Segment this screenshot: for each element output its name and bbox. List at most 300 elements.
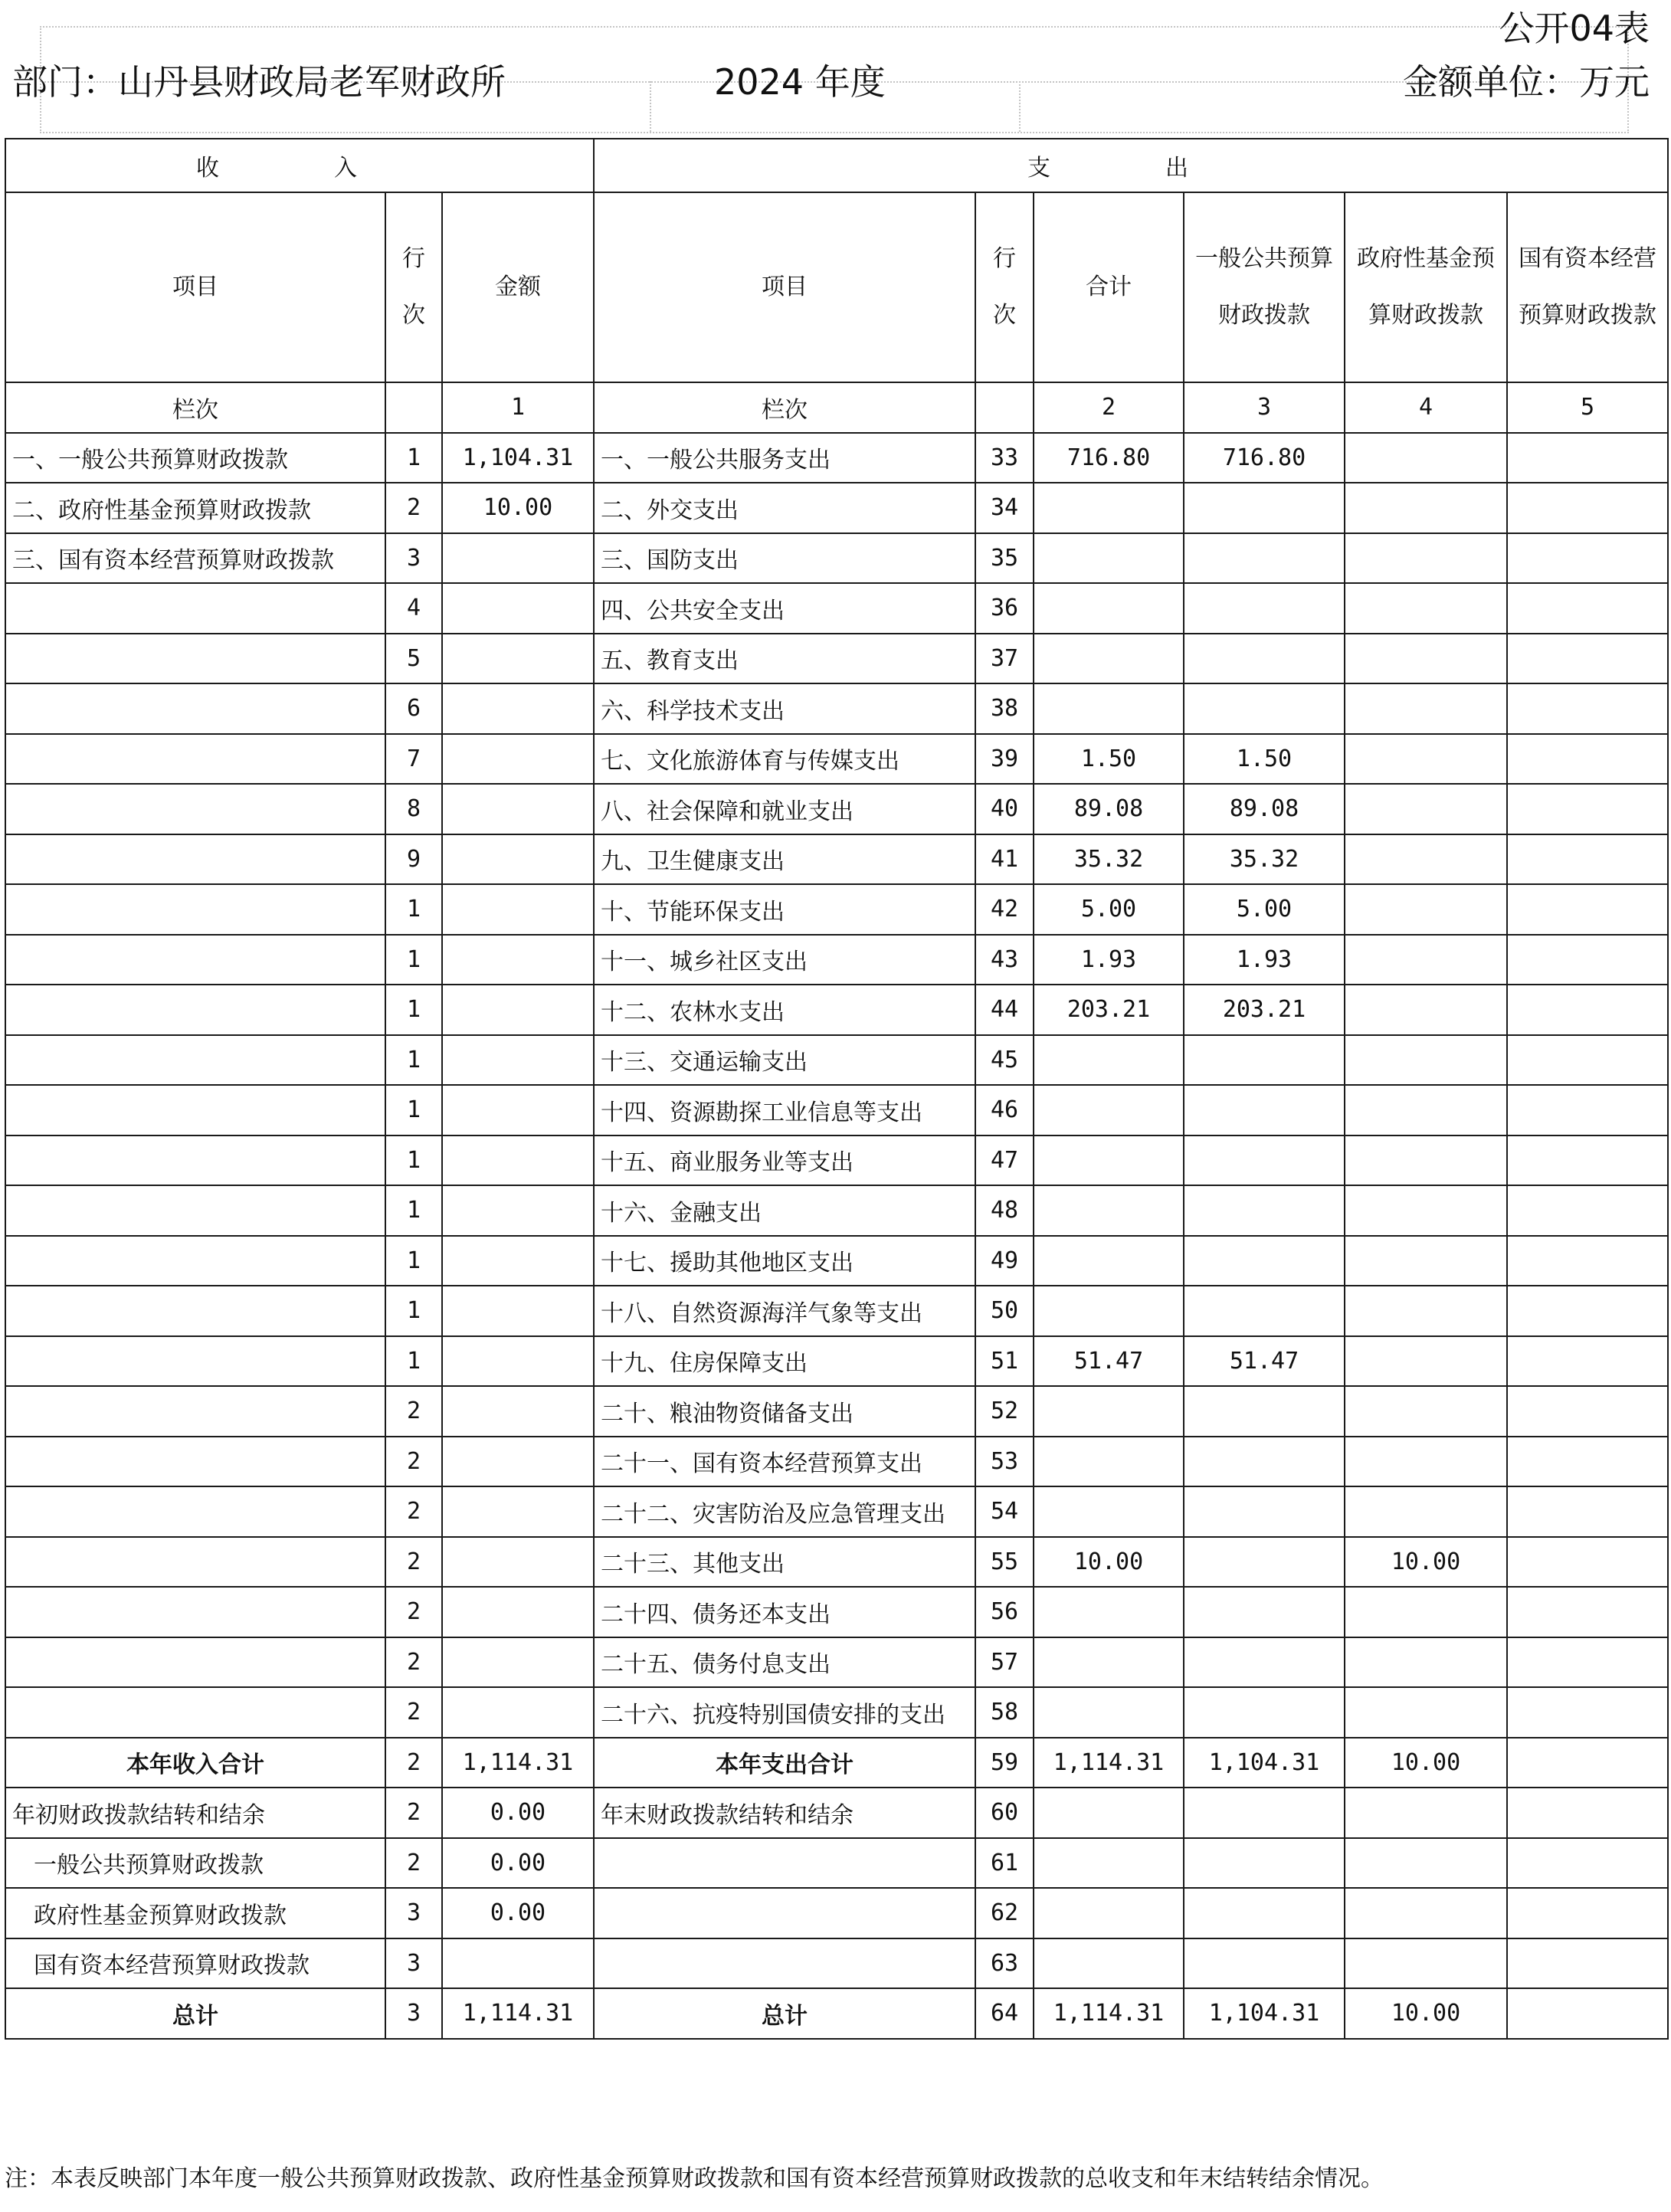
expense-total bbox=[1034, 1637, 1184, 1688]
expense-state-capital bbox=[1507, 583, 1668, 634]
expense-item: 二、外交支出 bbox=[594, 483, 975, 533]
income-item bbox=[5, 935, 385, 985]
carry-row bbox=[5, 1838, 1668, 1889]
income-amount bbox=[442, 985, 594, 1035]
expense-gov-fund bbox=[1345, 683, 1507, 734]
column-header-row bbox=[5, 192, 1668, 382]
income-item bbox=[5, 1336, 385, 1387]
column-header-gov-fund: 政府性基金预算财政拨款 bbox=[1345, 192, 1507, 382]
income-amount bbox=[442, 784, 594, 834]
expense-line-no: 55 bbox=[975, 1537, 1034, 1588]
expense-general-budget bbox=[1184, 1537, 1345, 1588]
income-item bbox=[5, 1587, 385, 1637]
expense-line-no: 51 bbox=[975, 1336, 1034, 1387]
income-amount bbox=[442, 1587, 594, 1637]
expense-general-budget: 1.50 bbox=[1184, 734, 1345, 785]
expense-total: 1.50 bbox=[1034, 734, 1184, 785]
expense-item: 十一、城乡社区支出 bbox=[594, 935, 975, 985]
income-item bbox=[5, 1135, 385, 1186]
expense-line-no: 47 bbox=[975, 1135, 1034, 1186]
income-item: 年初财政拨款结转和结余 bbox=[5, 1788, 385, 1838]
income-line-no: 5 bbox=[385, 634, 442, 684]
grand-total-row bbox=[5, 1988, 1668, 2039]
expense-total bbox=[1034, 583, 1184, 634]
table-row bbox=[5, 634, 1668, 684]
income-amount: 1,114.31 bbox=[442, 1738, 594, 1788]
income-line-no: 3 bbox=[385, 1888, 442, 1938]
expense-general-budget bbox=[1184, 1437, 1345, 1487]
income-amount bbox=[442, 1336, 594, 1387]
expense-gov-fund bbox=[1345, 1788, 1507, 1838]
income-amount bbox=[442, 1437, 594, 1487]
expense-total bbox=[1034, 1687, 1184, 1738]
expense-total bbox=[1034, 1587, 1184, 1637]
expense-general-budget: 89.08 bbox=[1184, 784, 1345, 834]
expense-total bbox=[1034, 483, 1184, 533]
expense-state-capital bbox=[1507, 634, 1668, 684]
expense-state-capital bbox=[1507, 433, 1668, 483]
income-item bbox=[5, 1236, 385, 1286]
expense-general-budget: 5.00 bbox=[1184, 884, 1345, 935]
expense-state-capital bbox=[1507, 734, 1668, 785]
expense-item: 二十一、国有资本经营预算支出 bbox=[594, 1437, 975, 1487]
income-line-no: 1 bbox=[385, 985, 442, 1035]
expense-item: 八、社会保障和就业支出 bbox=[594, 784, 975, 834]
income-amount bbox=[442, 1637, 594, 1688]
income-item: 政府性基金预算财政拨款 bbox=[5, 1888, 385, 1938]
expense-gov-fund bbox=[1345, 734, 1507, 785]
expense-general-budget bbox=[1184, 533, 1345, 584]
expense-gov-fund bbox=[1345, 1085, 1507, 1135]
expense-gov-fund: 10.00 bbox=[1345, 1738, 1507, 1788]
expense-general-budget bbox=[1184, 1587, 1345, 1637]
table-row bbox=[5, 734, 1668, 785]
income-line-no: 1 bbox=[385, 1135, 442, 1186]
expense-item: 九、卫生健康支出 bbox=[594, 834, 975, 885]
expense-gov-fund bbox=[1345, 634, 1507, 684]
expense-item: 本年支出合计 bbox=[594, 1738, 975, 1788]
expense-gov-fund bbox=[1345, 935, 1507, 985]
income-line-no: 1 bbox=[385, 884, 442, 935]
income-amount bbox=[442, 1537, 594, 1588]
income-line-no: 1 bbox=[385, 1085, 442, 1135]
expense-general-budget bbox=[1184, 1286, 1345, 1336]
expense-state-capital bbox=[1507, 1135, 1668, 1186]
expense-total bbox=[1034, 1838, 1184, 1889]
income-amount bbox=[442, 935, 594, 985]
expense-gov-fund bbox=[1345, 985, 1507, 1035]
table-row bbox=[5, 1637, 1668, 1688]
expense-item: 二十六、抗疫特别国债安排的支出 bbox=[594, 1687, 975, 1738]
column-index-label: 栏次 bbox=[594, 382, 975, 433]
table-row bbox=[5, 1035, 1668, 1086]
expense-item: 五、教育支出 bbox=[594, 634, 975, 684]
income-item bbox=[5, 1085, 385, 1135]
income-line-no: 3 bbox=[385, 1938, 442, 1989]
expense-total: 716.80 bbox=[1034, 433, 1184, 483]
expense-gov-fund: 10.00 bbox=[1345, 1537, 1507, 1588]
expense-item: 十七、援助其他地区支出 bbox=[594, 1236, 975, 1286]
column-header-income-item: 项目 bbox=[5, 192, 385, 382]
expense-line-no: 44 bbox=[975, 985, 1034, 1035]
column-header-general: 一般公共预算财政拨款 bbox=[1184, 192, 1345, 382]
column-header-expense-line: 行次 bbox=[975, 192, 1034, 382]
expense-item: 十八、自然资源海洋气象等支出 bbox=[594, 1286, 975, 1336]
expense-general-budget bbox=[1184, 1788, 1345, 1838]
income-amount bbox=[442, 1236, 594, 1286]
expense-total bbox=[1034, 1035, 1184, 1086]
expense-gov-fund bbox=[1345, 1437, 1507, 1487]
expense-item bbox=[594, 1938, 975, 1989]
expense-line-no: 35 bbox=[975, 533, 1034, 584]
expense-gov-fund bbox=[1345, 583, 1507, 634]
expense-general-budget bbox=[1184, 483, 1345, 533]
expense-total bbox=[1034, 1888, 1184, 1938]
expense-general-budget bbox=[1184, 634, 1345, 684]
table-row bbox=[5, 834, 1668, 885]
expense-state-capital bbox=[1507, 1286, 1668, 1336]
income-amount bbox=[442, 834, 594, 885]
income-item bbox=[5, 583, 385, 634]
column-header-income-line: 行次 bbox=[385, 192, 442, 382]
amount-unit: 金额单位：万元 bbox=[1403, 61, 1650, 103]
table-row bbox=[5, 583, 1668, 634]
income-line-no: 1 bbox=[385, 1035, 442, 1086]
expense-line-no: 48 bbox=[975, 1185, 1034, 1236]
income-item bbox=[5, 634, 385, 684]
expense-total bbox=[1034, 1286, 1184, 1336]
footnote: 注：本表反映部门本年度一般公共预算财政拨款、政府性基金预算财政拨款和国有资本经营预算财政拨款的总收支和年末结转结余情况。 bbox=[5, 2165, 1384, 2192]
income-amount: 1,104.31 bbox=[442, 433, 594, 483]
income-item: 国有资本经营预算财政拨款 bbox=[5, 1938, 385, 1989]
expense-state-capital bbox=[1507, 834, 1668, 885]
carry-row bbox=[5, 1788, 1668, 1838]
expense-general-budget: 1.93 bbox=[1184, 935, 1345, 985]
table-cell bbox=[975, 382, 1034, 433]
expense-line-no: 45 bbox=[975, 1035, 1034, 1086]
expense-general-budget bbox=[1184, 583, 1345, 634]
subtotal-row bbox=[5, 1738, 1668, 1788]
expense-state-capital bbox=[1507, 784, 1668, 834]
department-name: 部门：山丹县财政局老军财政所 bbox=[12, 61, 506, 103]
table-row bbox=[5, 1687, 1668, 1738]
table-row bbox=[5, 1587, 1668, 1637]
expense-state-capital bbox=[1507, 1938, 1668, 1989]
expense-total bbox=[1034, 1437, 1184, 1487]
expense-gov-fund bbox=[1345, 1888, 1507, 1938]
table-row bbox=[5, 1135, 1668, 1186]
table-row bbox=[5, 1486, 1668, 1537]
expense-item: 年末财政拨款结转和结余 bbox=[594, 1788, 975, 1838]
income-item bbox=[5, 834, 385, 885]
expense-state-capital bbox=[1507, 985, 1668, 1035]
table-row bbox=[5, 433, 1668, 483]
expense-line-no: 60 bbox=[975, 1788, 1034, 1838]
expense-total: 1,114.31 bbox=[1034, 1738, 1184, 1788]
income-line-no: 6 bbox=[385, 683, 442, 734]
table-row bbox=[5, 1386, 1668, 1437]
expense-general-budget bbox=[1184, 683, 1345, 734]
expense-total bbox=[1034, 1185, 1184, 1236]
expense-line-no: 52 bbox=[975, 1386, 1034, 1437]
table-row bbox=[5, 884, 1668, 935]
column-index: 3 bbox=[1184, 382, 1345, 433]
expense-state-capital bbox=[1507, 1838, 1668, 1889]
expense-gov-fund bbox=[1345, 433, 1507, 483]
income-item bbox=[5, 1437, 385, 1487]
expense-gov-fund bbox=[1345, 483, 1507, 533]
expense-gov-fund bbox=[1345, 1185, 1507, 1236]
income-amount: 1,114.31 bbox=[442, 1988, 594, 2039]
expense-line-no: 62 bbox=[975, 1888, 1034, 1938]
expense-gov-fund bbox=[1345, 1838, 1507, 1889]
expense-line-no: 39 bbox=[975, 734, 1034, 785]
income-item bbox=[5, 683, 385, 734]
expense-state-capital bbox=[1507, 1888, 1668, 1938]
budget-table bbox=[5, 138, 1669, 2040]
expense-section-title: 支 出 bbox=[594, 139, 1668, 192]
income-item: 一、一般公共预算财政拨款 bbox=[5, 433, 385, 483]
expense-gov-fund: 10.00 bbox=[1345, 1988, 1507, 2039]
expense-general-budget: 716.80 bbox=[1184, 433, 1345, 483]
column-index: 1 bbox=[442, 382, 594, 433]
income-item bbox=[5, 1486, 385, 1537]
expense-line-no: 34 bbox=[975, 483, 1034, 533]
income-amount bbox=[442, 583, 594, 634]
expense-total: 203.21 bbox=[1034, 985, 1184, 1035]
expense-line-no: 46 bbox=[975, 1085, 1034, 1135]
expense-state-capital bbox=[1507, 483, 1668, 533]
expense-general-budget: 51.47 bbox=[1184, 1336, 1345, 1387]
expense-item: 二十五、债务付息支出 bbox=[594, 1637, 975, 1688]
expense-item: 十五、商业服务业等支出 bbox=[594, 1135, 975, 1186]
income-amount bbox=[442, 1135, 594, 1186]
income-line-no: 2 bbox=[385, 1587, 442, 1637]
form-number: 公开04表 bbox=[1499, 8, 1650, 49]
expense-general-budget bbox=[1184, 1687, 1345, 1738]
expense-gov-fund bbox=[1345, 884, 1507, 935]
table-row bbox=[5, 483, 1668, 533]
section-header-row bbox=[5, 139, 1668, 192]
expense-state-capital bbox=[1507, 1738, 1668, 1788]
expense-state-capital bbox=[1507, 1085, 1668, 1135]
expense-state-capital bbox=[1507, 1185, 1668, 1236]
income-line-no: 1 bbox=[385, 433, 442, 483]
expense-general-budget bbox=[1184, 1236, 1345, 1286]
expense-total bbox=[1034, 1938, 1184, 1989]
expense-line-no: 58 bbox=[975, 1687, 1034, 1738]
income-line-no: 8 bbox=[385, 784, 442, 834]
income-line-no: 9 bbox=[385, 834, 442, 885]
income-amount bbox=[442, 1035, 594, 1086]
expense-item: 七、文化旅游体育与传媒支出 bbox=[594, 734, 975, 785]
income-item bbox=[5, 784, 385, 834]
expense-general-budget bbox=[1184, 1135, 1345, 1186]
expense-total bbox=[1034, 1386, 1184, 1437]
income-line-no: 2 bbox=[385, 1486, 442, 1537]
expense-gov-fund bbox=[1345, 1486, 1507, 1537]
income-line-no: 3 bbox=[385, 533, 442, 584]
income-item: 二、政府性基金预算财政拨款 bbox=[5, 483, 385, 533]
expense-item: 十九、住房保障支出 bbox=[594, 1336, 975, 1387]
expense-total bbox=[1034, 683, 1184, 734]
expense-state-capital bbox=[1507, 935, 1668, 985]
expense-general-budget bbox=[1184, 1386, 1345, 1437]
expense-general-budget: 35.32 bbox=[1184, 834, 1345, 885]
expense-item bbox=[594, 1888, 975, 1938]
income-line-no: 3 bbox=[385, 1988, 442, 2039]
table-row bbox=[5, 1437, 1668, 1487]
income-line-no: 1 bbox=[385, 1286, 442, 1336]
expense-item: 六、科学技术支出 bbox=[594, 683, 975, 734]
header-divider bbox=[1019, 81, 1021, 132]
expense-state-capital bbox=[1507, 1437, 1668, 1487]
expense-gov-fund bbox=[1345, 1637, 1507, 1688]
income-line-no: 2 bbox=[385, 1738, 442, 1788]
table-row bbox=[5, 1185, 1668, 1236]
carry-row bbox=[5, 1888, 1668, 1938]
expense-general-budget bbox=[1184, 1637, 1345, 1688]
expense-gov-fund bbox=[1345, 834, 1507, 885]
income-item bbox=[5, 1386, 385, 1437]
expense-line-no: 53 bbox=[975, 1437, 1034, 1487]
income-amount bbox=[442, 533, 594, 584]
table-row bbox=[5, 1537, 1668, 1588]
table-row bbox=[5, 985, 1668, 1035]
expense-line-no: 56 bbox=[975, 1587, 1034, 1637]
income-line-no: 2 bbox=[385, 1687, 442, 1738]
expense-total bbox=[1034, 1486, 1184, 1537]
table-cell bbox=[385, 382, 442, 433]
expense-item: 二十四、债务还本支出 bbox=[594, 1587, 975, 1637]
expense-item: 四、公共安全支出 bbox=[594, 583, 975, 634]
expense-total: 89.08 bbox=[1034, 784, 1184, 834]
column-index: 5 bbox=[1507, 382, 1668, 433]
expense-total bbox=[1034, 1236, 1184, 1286]
expense-total: 1,114.31 bbox=[1034, 1988, 1184, 2039]
expense-total: 51.47 bbox=[1034, 1336, 1184, 1387]
income-line-no: 1 bbox=[385, 1336, 442, 1387]
income-item: 三、国有资本经营预算财政拨款 bbox=[5, 533, 385, 584]
income-item bbox=[5, 1185, 385, 1236]
expense-general-budget bbox=[1184, 1888, 1345, 1938]
income-line-no: 2 bbox=[385, 1437, 442, 1487]
income-amount bbox=[442, 683, 594, 734]
expense-item: 十二、农林水支出 bbox=[594, 985, 975, 1035]
expense-line-no: 40 bbox=[975, 784, 1034, 834]
carry-row bbox=[5, 1938, 1668, 1989]
expense-general-budget bbox=[1184, 1035, 1345, 1086]
income-amount bbox=[442, 1286, 594, 1336]
income-amount: 10.00 bbox=[442, 483, 594, 533]
expense-gov-fund bbox=[1345, 1687, 1507, 1738]
income-line-no: 2 bbox=[385, 1537, 442, 1588]
table-row bbox=[5, 1286, 1668, 1336]
expense-gov-fund bbox=[1345, 1236, 1507, 1286]
income-amount bbox=[442, 884, 594, 935]
expense-line-no: 64 bbox=[975, 1988, 1034, 2039]
income-amount bbox=[442, 1687, 594, 1738]
expense-line-no: 59 bbox=[975, 1738, 1034, 1788]
income-line-no: 2 bbox=[385, 1788, 442, 1838]
column-header-expense-item: 项目 bbox=[594, 192, 975, 382]
expense-general-budget: 1,104.31 bbox=[1184, 1738, 1345, 1788]
expense-item: 十四、资源勘探工业信息等支出 bbox=[594, 1085, 975, 1135]
income-line-no: 2 bbox=[385, 483, 442, 533]
expense-total: 10.00 bbox=[1034, 1537, 1184, 1588]
expense-general-budget bbox=[1184, 1185, 1345, 1236]
expense-item: 二十二、灾害防治及应急管理支出 bbox=[594, 1486, 975, 1537]
expense-general-budget: 1,104.31 bbox=[1184, 1988, 1345, 2039]
expense-state-capital bbox=[1507, 1687, 1668, 1738]
income-item bbox=[5, 1286, 385, 1336]
income-section-title: 收 入 bbox=[5, 139, 594, 192]
column-header-total: 合计 bbox=[1034, 192, 1184, 382]
income-amount bbox=[442, 1085, 594, 1135]
expense-total bbox=[1034, 634, 1184, 684]
expense-gov-fund bbox=[1345, 1938, 1507, 1989]
expense-general-budget bbox=[1184, 1938, 1345, 1989]
expense-item: 一、一般公共服务支出 bbox=[594, 433, 975, 483]
expense-general-budget bbox=[1184, 1085, 1345, 1135]
fiscal-year: 2024 年度 bbox=[714, 61, 886, 103]
expense-general-budget bbox=[1184, 1486, 1345, 1537]
income-item bbox=[5, 1035, 385, 1086]
income-amount bbox=[442, 1938, 594, 1989]
expense-gov-fund bbox=[1345, 784, 1507, 834]
expense-state-capital bbox=[1507, 1236, 1668, 1286]
expense-total bbox=[1034, 533, 1184, 584]
income-item bbox=[5, 884, 385, 935]
expense-state-capital bbox=[1507, 1637, 1668, 1688]
expense-state-capital bbox=[1507, 533, 1668, 584]
income-amount bbox=[442, 1386, 594, 1437]
expense-total: 35.32 bbox=[1034, 834, 1184, 885]
column-index: 2 bbox=[1034, 382, 1184, 433]
expense-item: 二十、粮油物资储备支出 bbox=[594, 1386, 975, 1437]
expense-line-no: 50 bbox=[975, 1286, 1034, 1336]
expense-item: 十六、金融支出 bbox=[594, 1185, 975, 1236]
expense-state-capital bbox=[1507, 1537, 1668, 1588]
expense-line-no: 36 bbox=[975, 583, 1034, 634]
expense-state-capital bbox=[1507, 683, 1668, 734]
income-amount bbox=[442, 734, 594, 785]
income-item bbox=[5, 1637, 385, 1688]
expense-line-no: 63 bbox=[975, 1938, 1034, 1989]
expense-item: 二十三、其他支出 bbox=[594, 1537, 975, 1588]
expense-line-no: 57 bbox=[975, 1637, 1034, 1688]
table-row bbox=[5, 784, 1668, 834]
expense-line-no: 37 bbox=[975, 634, 1034, 684]
expense-gov-fund bbox=[1345, 533, 1507, 584]
expense-state-capital bbox=[1507, 1486, 1668, 1537]
column-index: 4 bbox=[1345, 382, 1507, 433]
income-line-no: 1 bbox=[385, 935, 442, 985]
expense-gov-fund bbox=[1345, 1386, 1507, 1437]
table-row bbox=[5, 1336, 1668, 1387]
income-line-no: 7 bbox=[385, 734, 442, 785]
expense-line-no: 61 bbox=[975, 1838, 1034, 1889]
income-line-no: 2 bbox=[385, 1637, 442, 1688]
expense-total bbox=[1034, 1788, 1184, 1838]
income-line-no: 2 bbox=[385, 1386, 442, 1437]
expense-line-no: 38 bbox=[975, 683, 1034, 734]
income-line-no: 1 bbox=[385, 1236, 442, 1286]
expense-state-capital bbox=[1507, 1336, 1668, 1387]
expense-gov-fund bbox=[1345, 1587, 1507, 1637]
expense-general-budget: 203.21 bbox=[1184, 985, 1345, 1035]
expense-item bbox=[594, 1838, 975, 1889]
